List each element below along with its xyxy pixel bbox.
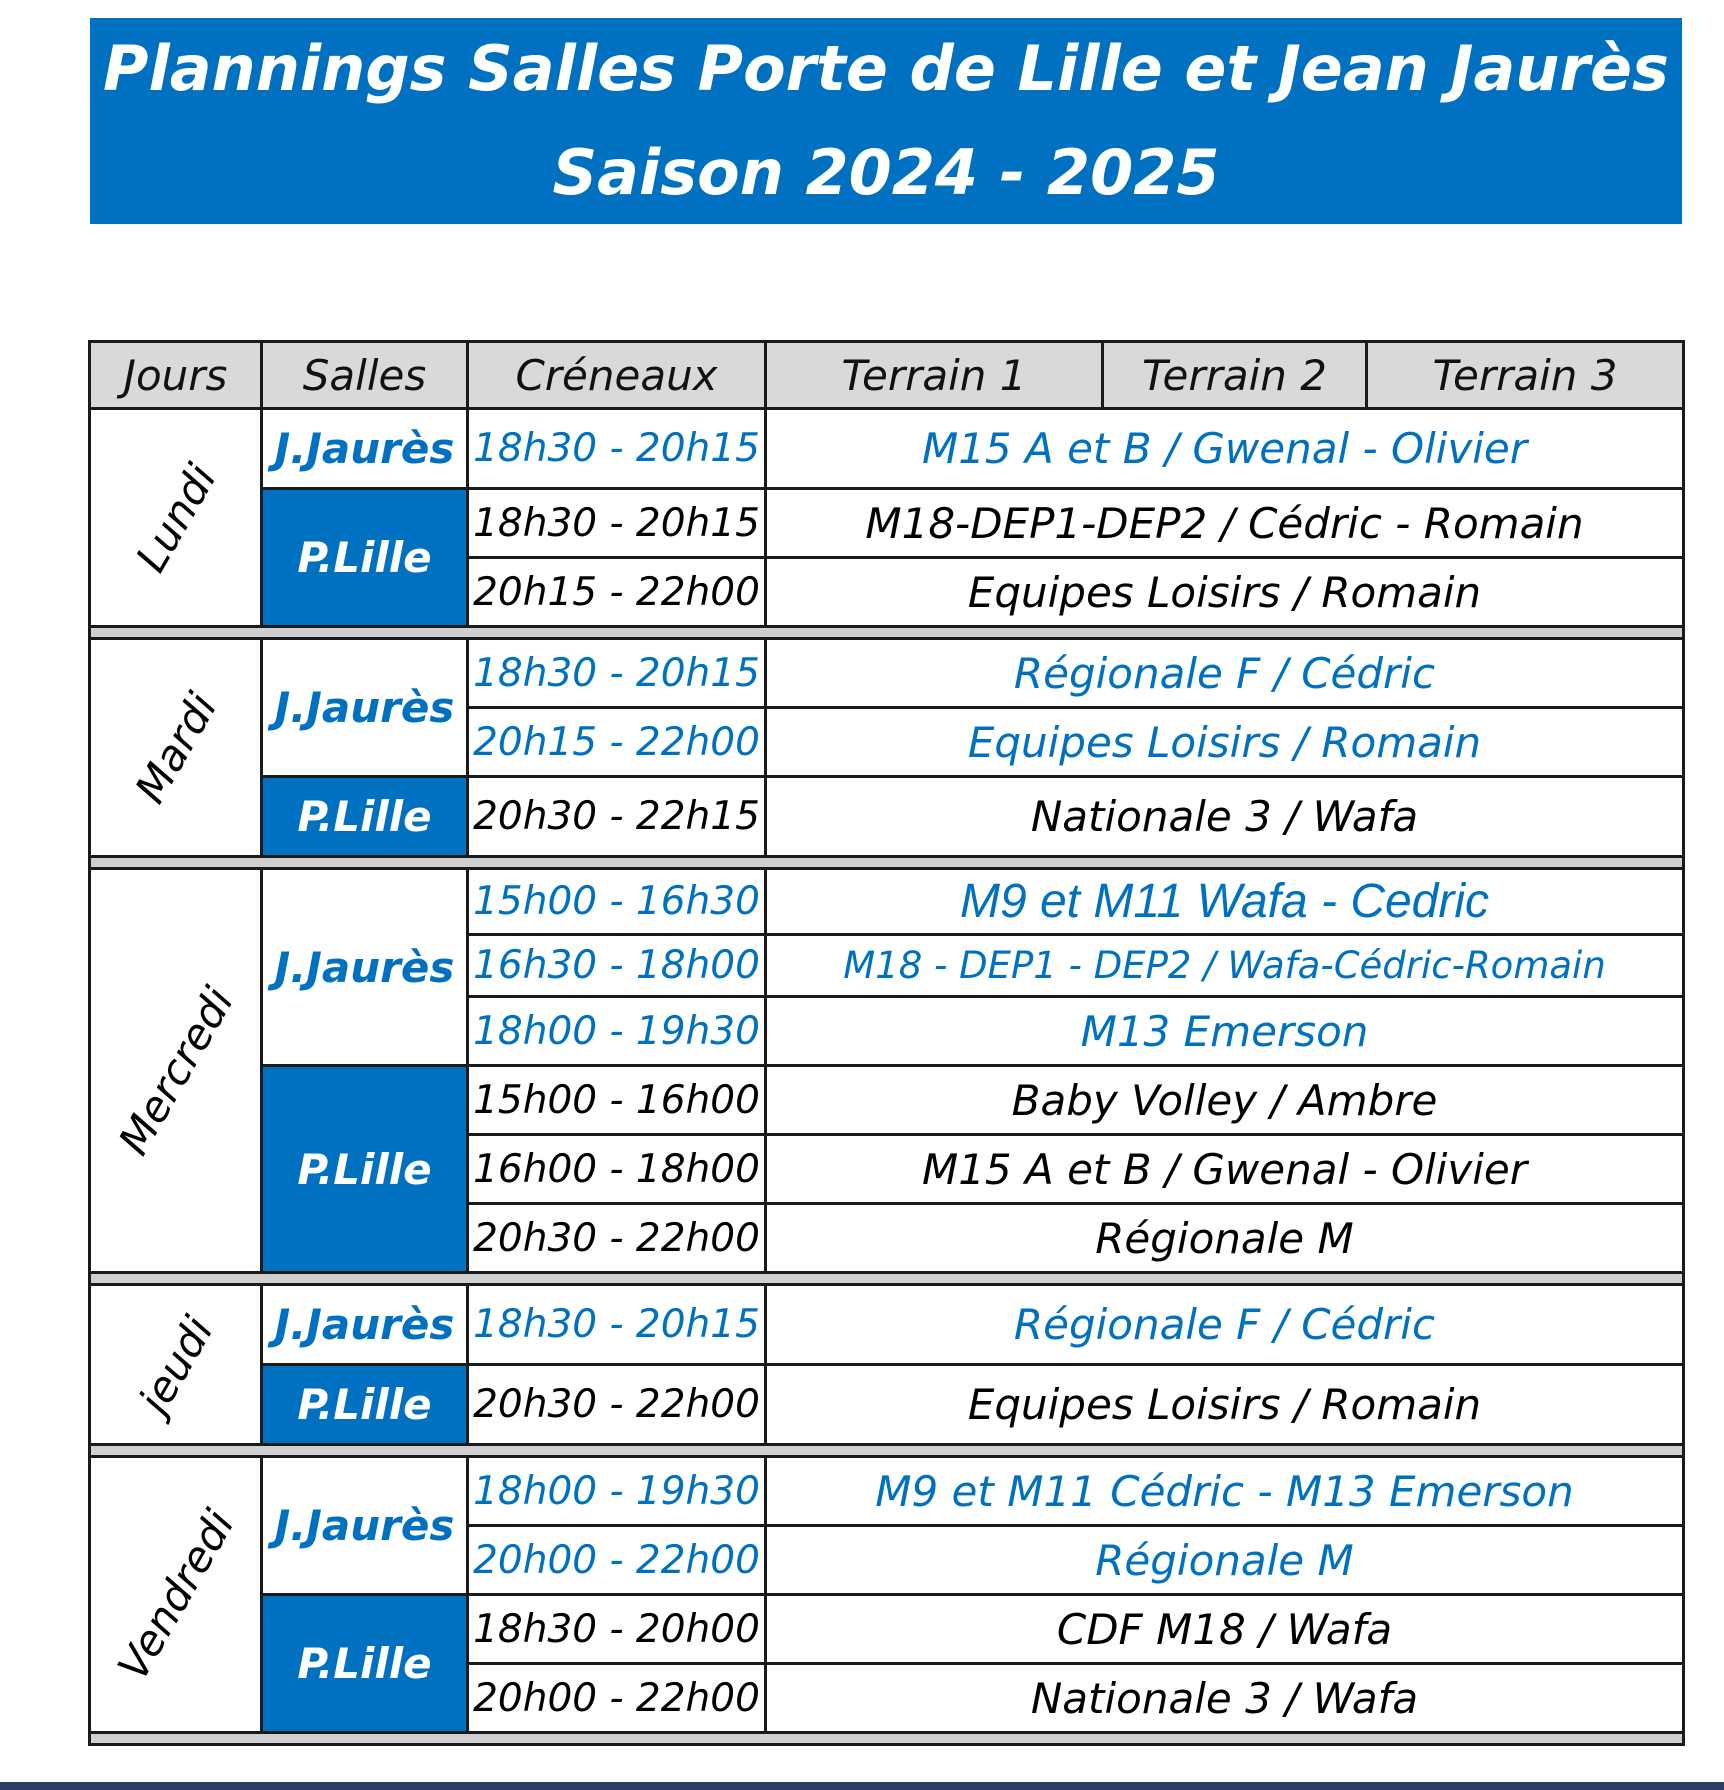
day-separator: [90, 1445, 1684, 1457]
slot-activity: Equipes Loisirs / Romain: [766, 558, 1684, 627]
schedule-table: [88, 340, 1685, 1746]
slot-time: 16h30 - 18h00: [468, 935, 766, 997]
slot-activity: Nationale 3 / Wafa: [766, 777, 1684, 857]
day-cell-jeudi: [90, 1285, 262, 1445]
hall-cell-jjaures: J.Jaurès: [262, 639, 468, 777]
slot-activity: Nationale 3 / Wafa: [766, 1664, 1684, 1733]
col-header-salles: Salles: [262, 342, 468, 409]
slot-time: 20h30 - 22h15: [468, 777, 766, 857]
slot-time: 20h00 - 22h00: [468, 1526, 766, 1595]
slot-time: 18h30 - 20h00: [468, 1595, 766, 1664]
table-row: [90, 1457, 1684, 1526]
page-title: Plannings Salles Porte de Lille et Jean Jaurès: [103, 32, 1669, 105]
slot-time: 15h00 - 16h00: [468, 1066, 766, 1135]
hall-cell-jjaures: J.Jaurès: [262, 1285, 468, 1365]
day-separator: [90, 1273, 1684, 1285]
slot-time: 18h00 - 19h30: [468, 997, 766, 1066]
day-cell-vendredi: [90, 1457, 262, 1733]
slot-activity: CDF M18 / Wafa: [766, 1595, 1684, 1664]
hall-cell-jjaures: J.Jaurès: [262, 869, 468, 1066]
title-banner: [90, 18, 1682, 224]
hall-cell-jjaures: J.Jaurès: [262, 1457, 468, 1595]
slot-time: 20h15 - 22h00: [468, 558, 766, 627]
table-row: [90, 639, 1684, 708]
season-subtitle: Saison 2024 - 2025: [552, 136, 1220, 209]
col-header-terrain-1: Terrain 1: [766, 342, 1103, 409]
slot-activity: Equipes Loisirs / Romain: [766, 708, 1684, 777]
hall-cell-jjaures: J.Jaurès: [262, 409, 468, 489]
table-row: [90, 1365, 1684, 1445]
slot-time: 18h00 - 19h30: [468, 1457, 766, 1526]
slot-activity: M15 A et B / Gwenal - Olivier: [766, 409, 1684, 489]
slot-time: 20h30 - 22h00: [468, 1204, 766, 1273]
day-separator: [90, 857, 1684, 869]
table-row: [90, 1066, 1684, 1135]
slot-activity: Régionale F / Cédric: [766, 1285, 1684, 1365]
slot-activity: Equipes Loisirs / Romain: [766, 1365, 1684, 1445]
slot-time: 18h30 - 20h15: [468, 489, 766, 558]
table-row: [90, 489, 1684, 558]
day-label: Lundi: [125, 455, 226, 580]
hall-cell-plille: P.Lille: [262, 1066, 468, 1273]
table-row: [90, 777, 1684, 857]
slot-activity: Baby Volley / Ambre: [766, 1066, 1684, 1135]
header-row: [90, 342, 1684, 409]
day-label: jeudi: [128, 1307, 223, 1422]
slot-time: 16h00 - 18h00: [468, 1135, 766, 1204]
slot-time: 20h15 - 22h00: [468, 708, 766, 777]
day-cell-lundi: [90, 409, 262, 627]
hall-cell-plille: P.Lille: [262, 489, 468, 627]
slot-activity: M13 Emerson: [766, 997, 1684, 1066]
day-separator: [90, 1733, 1684, 1745]
col-header-terrain-2: Terrain 2: [1103, 342, 1367, 409]
table-row: [90, 869, 1684, 935]
slot-activity: M18 - DEP1 - DEP2 / Wafa-Cédric-Romain: [766, 935, 1684, 997]
hall-cell-plille: P.Lille: [262, 1595, 468, 1733]
day-label: Vendredi: [107, 1501, 244, 1688]
hall-cell-plille: P.Lille: [262, 777, 468, 857]
day-cell-mercredi: [90, 869, 262, 1273]
slot-activity: M15 A et B / Gwenal - Olivier: [766, 1135, 1684, 1204]
col-header-jours: Jours: [90, 342, 262, 409]
col-header-creneaux: Créneaux: [468, 342, 766, 409]
table-row: [90, 1595, 1684, 1664]
slot-activity: Régionale F / Cédric: [766, 639, 1684, 708]
day-separator: [90, 627, 1684, 639]
slot-time: 18h30 - 20h15: [468, 639, 766, 708]
slot-activity: M9 et M11 Wafa - Cedric: [766, 869, 1684, 935]
slot-time: 15h00 - 16h30: [468, 869, 766, 935]
bottom-strip: [0, 1782, 1724, 1790]
slot-time: 18h30 - 20h15: [468, 1285, 766, 1365]
table-row: [90, 1285, 1684, 1365]
slot-activity: Régionale M: [766, 1526, 1684, 1595]
slot-time: 18h30 - 20h15: [468, 409, 766, 489]
day-label: Mercredi: [108, 978, 243, 1163]
slot-activity: M9 et M11 Cédric - M13 Emerson: [766, 1457, 1684, 1526]
slot-activity: Régionale M: [766, 1204, 1684, 1273]
slot-activity: M18-DEP1-DEP2 / Cédric - Romain: [766, 489, 1684, 558]
table-row: [90, 409, 1684, 489]
col-header-terrain-3: Terrain 3: [1367, 342, 1684, 409]
slot-time: 20h30 - 22h00: [468, 1365, 766, 1445]
slot-time: 20h00 - 22h00: [468, 1664, 766, 1733]
hall-cell-plille: P.Lille: [262, 1365, 468, 1445]
day-label: Mardi: [124, 684, 227, 811]
day-cell-mardi: [90, 639, 262, 857]
